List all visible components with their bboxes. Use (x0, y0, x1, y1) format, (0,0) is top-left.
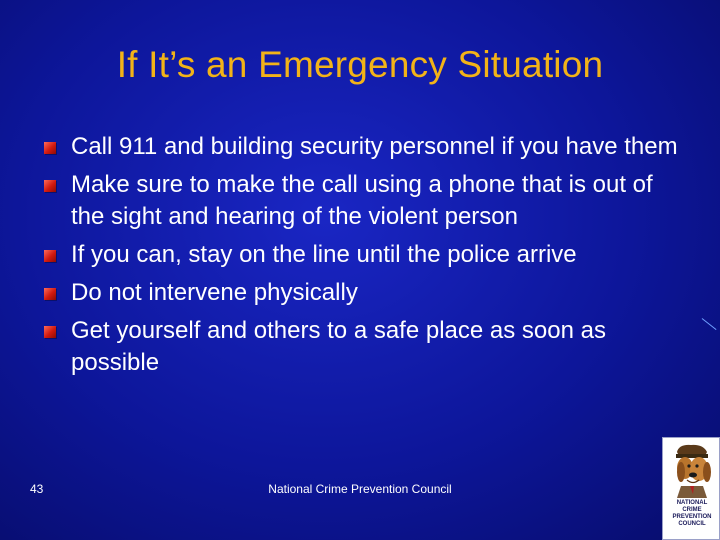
bullet-text: If you can, stay on the line until the police arrive (71, 241, 577, 268)
bullet-list (44, 131, 684, 385)
logo-text (663, 500, 720, 528)
bullet-text: Do not intervene physically (71, 279, 358, 306)
bullet-item (44, 277, 684, 309)
bullet-square-icon (44, 142, 56, 154)
logo-line: PREVENTION (672, 514, 712, 520)
footer-organization-text: National Crime Prevention Council (268, 482, 452, 496)
bullet-square-icon (44, 250, 56, 262)
bullet-item (44, 169, 684, 233)
bullet-text: Call 911 and building security personnel if you have them (71, 133, 678, 160)
bullet-square-icon (44, 326, 56, 338)
logo-line: CRIME (682, 507, 702, 513)
bullet-item (44, 131, 684, 163)
logo-line: NATIONAL (676, 500, 708, 506)
bullet-square-icon (44, 180, 56, 192)
footer-organization (0, 482, 720, 496)
bullet-item (44, 239, 684, 271)
slide-title: If It’s an Emergency Situation (116, 44, 604, 85)
page-number: 43 (30, 482, 44, 496)
bullet-text: Get yourself and others to a safe place as soon as possible (71, 317, 606, 376)
mcgruff-dog-icon (669, 442, 715, 498)
bullet-item (44, 315, 684, 379)
ncpc-logo (662, 437, 720, 540)
bullet-text: Make sure to make the call using a phone that is out of the sight and hearing of the violent person (71, 171, 653, 230)
bullet-square-icon (44, 288, 56, 300)
logo-line: COUNCIL (678, 521, 706, 527)
decorative-line (702, 318, 717, 330)
